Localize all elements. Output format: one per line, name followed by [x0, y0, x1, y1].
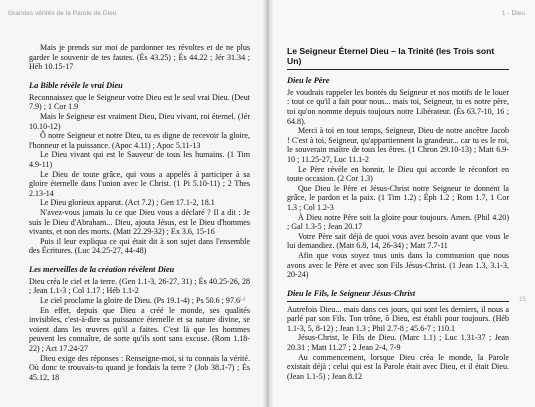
left-running-head: Grandes vérités de la Parole de Dieu [8, 10, 117, 17]
paragraph: Que Dieu le Père et Jésus-Christ notre Seigneur te donnent la grâce, le pardon et la paix. (1 Tim 1.2) ; Éph 1.2 ; Rom 1.7, 1 Cor 1.3 ; Col 1.2-3 [287, 183, 509, 212]
title-rule [287, 69, 509, 70]
right-page [268, 0, 535, 407]
paragraph: Le ciel proclame la gloire de Dieu. (Ps 19.1-4) ; Ps 50.6 ; 97.6 [40, 296, 241, 306]
section-heading-god-the-father: Dieu le Père [287, 75, 330, 85]
paragraph: Votre Père sait déjà de quoi vous avez besoin avant que vous le lui demandiez. (Matt 6.8, 14, 26-34) ; Matt 7.7-11 [287, 231, 509, 251]
right-page-number: 15 [519, 297, 526, 303]
section-rule [287, 301, 509, 302]
section-heading-bible-reveals-god: La Bible révèle le vrai Dieu [29, 80, 123, 90]
paragraph: Ô notre Seigneur et notre Dieu, tu es digne de recevoir la gloire, l'honneur et la puissance. (Apoc 4.11) ; Apoc 5.11-13 [29, 131, 250, 150]
paragraph: Le Père révèle en honnir, le Dieu qui accorde le réconfort en toute occasion. (2 Cor 1.3) [287, 164, 509, 184]
paragraph: Reconnaissez que le Seigneur votre Dieu est le seul vrai Dieu. (Deut 7.9) ; 1 Cor 1.9 [29, 92, 250, 112]
paragraph: N'avez-vous jamais lu ce que Dieu vous a déclaré ? Il a dit : Je suis le Dieu d'Abraham... Dieu, ajouta Jésus, est le Dieu d'hommes vivants, et non des morts. (Matt 22.29-32) ; Ex 3.6, 15-16 [29, 207, 250, 237]
paragraph: Puis il leur expliqua ce qui était dit à son sujet dans l'ensemble des Écritures. (Luc 24.25-27, 44-48) [29, 236, 250, 256]
paragraph: En effet, depuis que Dieu a créé le monde, ses qualités invisibles, c'est-à-dire sa puissance éternelle et sa nature divine, se voient dans les œuvres qu'il a faites. C'est là que les hommes peuvent les connaître, de sorte qu'ils sont sans excuse. (Rom 1.18-22) ; Act 17.24-27 [29, 305, 250, 354]
paragraph: Le Dieu glorieux apparut. (Act 7.2) ; Gen 17.1-2, 18.1 [40, 198, 215, 208]
chapter-title: Le Seigneur Éternel Dieu – la Trinité (les Trois sont Un) [287, 46, 495, 67]
paragraph: Jésus-Christ, le Fils de Dieu. (Marc 1.1) ; Luc 1.31-37 ; Jean 20.31 ; Matt 11.27 ; 2 Jean 2-4, 7-9 [287, 333, 509, 353]
paragraph: Je voudrais rappeler les bontés du Seigneur et nos motifs de le louer : tout ce qu'il a fait pour nous... mais toi, Seigneur, tu es notre père, toi qu'on nomme depuis toujours notre Libérateur. (És 63.7-10, 16 ; 64.8). [287, 87, 509, 126]
paragraph: Afin que vous soyez tous unis dans la communion que nous avons avec le Père et avec son Fils Jésus-Christ. (1 Jean 1.3, 3.1-3, 20-24) [287, 250, 509, 280]
intro-paragraph: Mais je prends sur moi de pardonner tes révoltes et de ne plus garder le souvenir de tes fautes. (És 43.25) ; És 44.22 ; Jér 31.34 ; Héb 10.15-17 [29, 43, 250, 72]
section-heading-god-the-son: Dieu le Fils, le Seigneur Jésus-Christ [287, 288, 416, 298]
left-page-number: 14 [239, 297, 246, 303]
left-page-content [29, 43, 250, 382]
paragraph: Dieu exige des réponses : Renseigne-moi, si tu connais la vérité. Où donc te trouvais-tu quand je fondais la terre ? (Job 38.1-7) ; És 45.12, 18 [29, 353, 250, 382]
book-gutter-shadow [262, 0, 274, 407]
right-running-head: 1 - Dieu [501, 10, 525, 17]
paragraph: Le Dieu vivant qui est le Sauveur de tous les humains. (1 Tim 4.9-11) [29, 150, 250, 169]
paragraph: Mais le Seigneur est vraiment Dieu, Dieu vivant, roi éternel. (Jér 10.10-12) [29, 111, 250, 131]
right-page-content [287, 46, 509, 381]
paragraph: Dieu créa le ciel et la terre. (Gen 1.1-3, 26-27, 31) ; És 40.25-26, 28 ; Jean 1.1-3 ; Col 1.17 ; Héb 1.1-2 [29, 276, 250, 296]
paragraph: Autrefois Dieu... mais dans ces jours, qui sont les derniers, il nous a parlé par son Fils. Ton trône, ô Dieu, est établi pour toujours. (Héb 1.1-3, 5, 8-12) ; Jean 1.3 ; Phil 2.7-8 ; 45.6-7 ; 110.1 [287, 304, 509, 333]
paragraph: Le Dieu de toute grâce, qui vous a appelés à participer à sa gloire éternelle dans l'union avec le Christ. (1 Pi 5.10-11) ; 2 Thes 2.13-14 [29, 169, 250, 198]
paragraph: Au commencement, lorsque Dieu créa le monde, la Parole existait déjà ; celui qui est la Parole était avec Dieu, et il était Dieu. (Jean 1.1-5) ; Jean 8.12 [287, 352, 509, 381]
paragraph: Merci à toi en tout temps, Seigneur, Dieu de notre ancêtre Jacob ! C'est à toi, Seigneur, qu'appartiennent la grandeur... car tu es le roi, le souverain maître de tous les êtres. (1 Chron 29.10-13) ; Matt 6.9-10 ; 11.25-27, Luc 11.1-2 [287, 126, 509, 164]
section-heading-creation-reveals-god: Les merveilles de la création révèlent Dieu [29, 264, 175, 274]
paragraph: À Dieu notre Père soit la gloire pour toujours. Amen. (Phil 4.20) ; Gal 1.3-5 ; Jean 20.17 [287, 212, 509, 232]
